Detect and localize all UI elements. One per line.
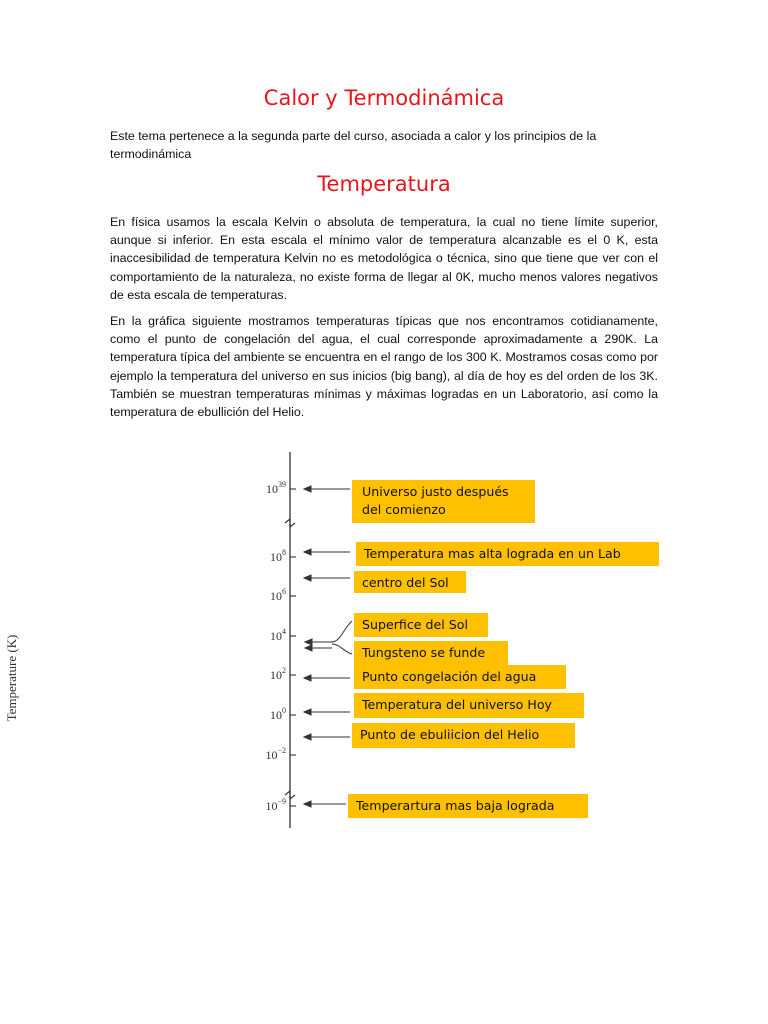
label-lowest-temp: Temperartura mas baja lograda: [348, 794, 588, 818]
tick-label: $10^2$: [270, 666, 286, 682]
tick-label: $10^{39}$: [266, 480, 286, 496]
label-helium-boiling: Punto de ebuliicion del Helio: [352, 723, 575, 748]
tick-label: $10^6$: [270, 587, 286, 603]
pointer-arrows: [304, 486, 352, 807]
intro-paragraph: Este tema pertenece a la segunda parte del curso, asociada a calor y los principios de la termodinámica: [110, 129, 597, 162]
tick-label: $10^{-2}$: [265, 746, 286, 762]
label-water-freezing: Punto congelación del agua: [354, 665, 566, 689]
label-highest-lab-temp: Temperatura mas alta lograda en un Lab: [356, 542, 659, 566]
label-universe-start: Universo justo después del comienzo: [352, 480, 535, 523]
tick-marks: [290, 489, 296, 806]
tick-label: $10^0$: [270, 706, 286, 722]
axis-break-top: [285, 519, 295, 527]
section-title: Temperatura: [317, 172, 451, 196]
tick-label: $10^8$: [270, 548, 286, 564]
page-title: Calor y Termodinámica: [263, 86, 505, 110]
paragraph-graph: En la gráfica siguiente mostramos temperaturas típicas que nos encontramos cotidianamente, como el punto de congelación del agua, el cual corresponde aproximadamente a 290K. La temperatura típica del ambiente se encuentra en el rango de los 300 K. Mostramos cosas como por ejemplo la temperatura del universo en sus inicios (big bang), al día de hoy es del orden de los 3K. También se muestran temperaturas mínimas y máximas logradas en un Laboratorio, así como la temperatura de ebullición del Helio.: [110, 314, 658, 420]
label-sun-surface: Superfice del Sol: [354, 613, 488, 637]
tick-label: $10^4$: [270, 627, 286, 643]
tick-label: $10^{-9}$: [265, 797, 286, 813]
label-tungsten-melt: Tungsteno se funde: [354, 641, 508, 665]
paragraph-kelvin: En física usamos la escala Kelvin o absoluta de temperatura, la cual no tiene límite superior, aunque si inferior. En esta escala el mínimo valor de temperatura alcanzable es el 0 K, esta inaccesibilidad de temperatura Kelvin no es metodológica o técnica, sino que tiene que ver con el comportamiento de la naturaleza, no existe forma de llegar al 0K, mucho menos valores negativos de esta escala de temperaturas.: [110, 215, 658, 302]
axis-label: Temperature (K): [4, 634, 19, 722]
label-universe-today: Temperatura del universo Hoy: [354, 693, 584, 718]
axis-break-bottom: [285, 791, 295, 799]
label-sun-core: centro del Sol: [354, 571, 466, 593]
